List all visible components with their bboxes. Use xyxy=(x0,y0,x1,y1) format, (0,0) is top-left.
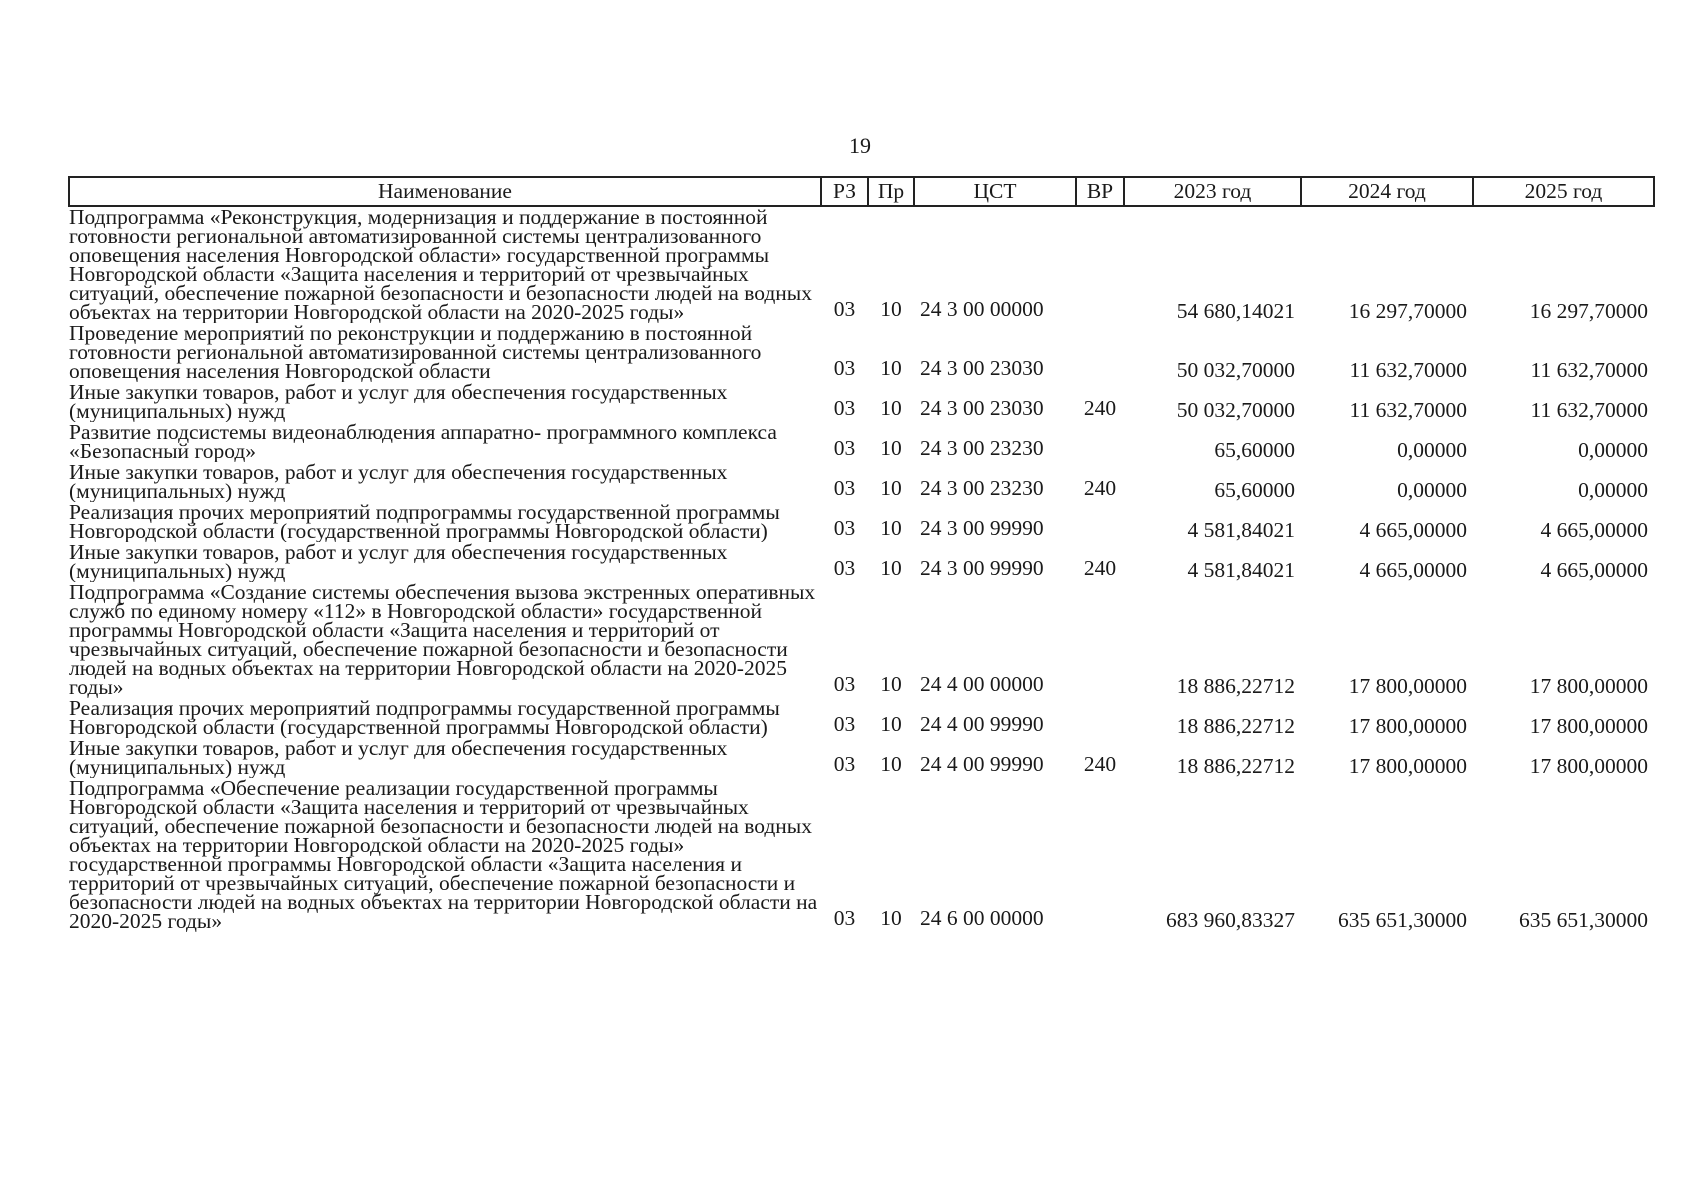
row-rz: 03 xyxy=(833,476,856,500)
page-number: 19 xyxy=(849,133,871,158)
row-rz: 03 xyxy=(833,516,856,540)
header-name: Наименование xyxy=(69,177,821,206)
table-row xyxy=(69,502,1654,542)
row-pr: 10 xyxy=(880,356,902,380)
row-name: Иные закупки товаров, работ и услуг для обеспечения государственных (муниципальных) нужд xyxy=(69,542,728,582)
row-rz: 03 xyxy=(833,396,856,420)
header-row xyxy=(69,177,1654,206)
row-rz: 03 xyxy=(833,297,856,321)
row-amount-2024: 17 800,00000 xyxy=(1348,674,1467,698)
row-name: Проведение мероприятий по реконструкции и поддержанию в постоянной готовности региональной автоматизированной системы централизованного оповещения населения Новгородской области xyxy=(69,323,762,382)
row-amount-2025: 4 665,00000 xyxy=(1540,518,1648,542)
row-amount-2023: 50 032,70000 xyxy=(1176,398,1295,422)
table-row xyxy=(69,323,1654,382)
row-amount-2023: 18 886,22712 xyxy=(1176,754,1295,778)
row-amount-2025: 17 800,00000 xyxy=(1529,714,1648,738)
row-vr xyxy=(1076,502,1124,542)
row-pr: 10 xyxy=(880,672,902,696)
row-amount-2024: 17 800,00000 xyxy=(1348,754,1467,778)
row-pr: 10 xyxy=(880,556,902,580)
header-2023: 2023 год xyxy=(1124,177,1301,206)
row-amount-2023: 65,60000 xyxy=(1214,478,1295,502)
row-amount-2023: 683 960,83327 xyxy=(1166,908,1295,932)
row-vr xyxy=(1076,422,1124,462)
row-amount-2024: 0,00000 xyxy=(1397,438,1467,462)
row-amount-2023: 54 680,14021 xyxy=(1176,299,1295,323)
table-row xyxy=(69,542,1654,582)
table-row xyxy=(69,422,1654,462)
table-row xyxy=(69,738,1654,778)
row-amount-2025: 11 632,70000 xyxy=(1530,398,1648,422)
row-pr: 10 xyxy=(880,436,902,460)
row-vr xyxy=(1076,698,1124,738)
row-amount-2024: 4 665,00000 xyxy=(1359,558,1467,582)
row-rz: 03 xyxy=(833,752,856,776)
row-name: Развитие подсистемы видеонаблюдения аппаратно- программного комплекса «Безопасный город» xyxy=(69,422,777,462)
row-vr xyxy=(1076,582,1124,698)
row-amount-2025: 0,00000 xyxy=(1578,438,1648,462)
row-amount-2024: 11 632,70000 xyxy=(1349,358,1467,382)
row-pr: 10 xyxy=(880,906,902,930)
table-row xyxy=(69,462,1654,502)
row-amount-2023: 65,60000 xyxy=(1214,438,1295,462)
row-vr xyxy=(1076,323,1124,382)
row-amount-2023: 18 886,22712 xyxy=(1176,714,1295,738)
header-cst: ЦСТ xyxy=(914,177,1076,206)
header-rz: РЗ xyxy=(821,177,868,206)
row-cst: 24 3 00 23030 xyxy=(920,356,1044,380)
row-name: Подпрограмма «Реконструкция, модернизация и поддержание в постоянной готовности региональной автоматизированной системы централизованного оповещения населения Новгородской области» государственной программы Новгородской области «Защита населения и территорий от чрезвычайных ситуаций, обеспечение пожарной безопасности и безопасности людей на водных объектах на территории Новгородской области на 2020-2025 годы» xyxy=(69,206,812,323)
row-cst: 24 4 00 99990 xyxy=(920,752,1044,776)
header-pr: Пр xyxy=(868,177,914,206)
row-amount-2024: 11 632,70000 xyxy=(1349,398,1467,422)
row-pr: 10 xyxy=(880,752,902,776)
row-amount-2024: 635 651,30000 xyxy=(1338,908,1467,932)
table-row xyxy=(69,382,1654,422)
table-row xyxy=(69,778,1654,932)
row-amount-2024: 0,00000 xyxy=(1397,478,1467,502)
row-cst: 24 3 00 23230 xyxy=(920,436,1044,460)
row-cst: 24 4 00 99990 xyxy=(920,712,1044,736)
table-row xyxy=(69,206,1654,323)
row-amount-2025: 16 297,70000 xyxy=(1529,299,1648,323)
row-vr: 240 xyxy=(1083,396,1117,420)
row-amount-2023: 18 886,22712 xyxy=(1176,674,1295,698)
row-pr: 10 xyxy=(880,712,902,736)
row-amount-2023: 4 581,84021 xyxy=(1187,558,1295,582)
row-vr xyxy=(1076,778,1124,932)
row-cst: 24 4 00 00000 xyxy=(920,672,1044,696)
row-amount-2024: 17 800,00000 xyxy=(1348,714,1467,738)
row-name: Подпрограмма «Создание системы обеспечения вызова экстренных оперативных служб по единому номеру «112» в Новгородской области» государственной программы Новгородской области «Защита населения и территорий от чрезвычайных ситуаций, обеспечение пожарной безопасности и безопасности людей на водных объектах на территории Новгородской области на 2020-2025 годы» xyxy=(69,582,816,698)
row-name: Иные закупки товаров, работ и услуг для обеспечения государственных (муниципальных) нужд xyxy=(69,382,728,422)
row-vr: 240 xyxy=(1083,476,1117,500)
row-cst: 24 3 00 99990 xyxy=(920,516,1044,540)
row-amount-2025: 17 800,00000 xyxy=(1529,674,1648,698)
table-row xyxy=(69,698,1654,738)
row-cst: 24 3 00 23030 xyxy=(920,396,1044,420)
table-body xyxy=(69,206,1654,932)
table-row xyxy=(69,582,1654,698)
row-name: Реализация прочих мероприятий подпрограммы государственной программы Новгородской области (государственной программы Новгородской области) xyxy=(69,698,780,738)
row-rz: 03 xyxy=(833,906,856,930)
row-cst: 24 3 00 99990 xyxy=(920,556,1044,580)
row-amount-2025: 635 651,30000 xyxy=(1519,908,1648,932)
row-name: Реализация прочих мероприятий подпрограммы государственной программы Новгородской области (государственной программы Новгородской области) xyxy=(69,502,780,542)
row-name: Подпрограмма «Обеспечение реализации государственной программы Новгородской области «Защита населения и территорий от чрезвычайных ситуаций, обеспечение пожарной безопасности и безопасности людей на водных объектах на территории Новгородской области на 2020-2025 годы» государственной программы Новгородской области «Защита населения и территорий от чрезвычайных ситуаций, обеспечение пожарной безопасности и безопасности людей на водных объектах на территории Новгородской области на 2020-2025 годы» xyxy=(69,778,818,932)
row-amount-2024: 16 297,70000 xyxy=(1348,299,1467,323)
row-amount-2025: 11 632,70000 xyxy=(1530,358,1648,382)
row-amount-2024: 4 665,00000 xyxy=(1359,518,1467,542)
header-2025: 2025 год xyxy=(1473,177,1654,206)
header-2024: 2024 год xyxy=(1301,177,1473,206)
row-amount-2023: 50 032,70000 xyxy=(1176,358,1295,382)
row-pr: 10 xyxy=(880,297,902,321)
row-rz: 03 xyxy=(833,712,856,736)
row-pr: 10 xyxy=(880,476,902,500)
row-name: Иные закупки товаров, работ и услуг для обеспечения государственных (муниципальных) нужд xyxy=(69,738,728,778)
row-name: Иные закупки товаров, работ и услуг для обеспечения государственных (муниципальных) нужд xyxy=(69,462,728,502)
row-vr xyxy=(1076,206,1124,323)
row-rz: 03 xyxy=(833,556,856,580)
row-amount-2025: 4 665,00000 xyxy=(1540,558,1648,582)
row-vr: 240 xyxy=(1083,556,1117,580)
row-rz: 03 xyxy=(833,672,856,696)
row-amount-2023: 4 581,84021 xyxy=(1187,518,1295,542)
row-vr: 240 xyxy=(1083,752,1117,776)
row-cst: 24 6 00 00000 xyxy=(920,906,1044,930)
table-header xyxy=(69,177,1654,206)
row-rz: 03 xyxy=(833,436,856,460)
row-pr: 10 xyxy=(880,516,902,540)
row-pr: 10 xyxy=(880,396,902,420)
row-amount-2025: 0,00000 xyxy=(1578,478,1648,502)
row-cst: 24 3 00 23230 xyxy=(920,476,1044,500)
header-vr: ВР xyxy=(1076,177,1124,206)
row-rz: 03 xyxy=(833,356,856,380)
row-amount-2025: 17 800,00000 xyxy=(1529,754,1648,778)
row-cst: 24 3 00 00000 xyxy=(920,297,1044,321)
budget-table xyxy=(68,176,1655,932)
